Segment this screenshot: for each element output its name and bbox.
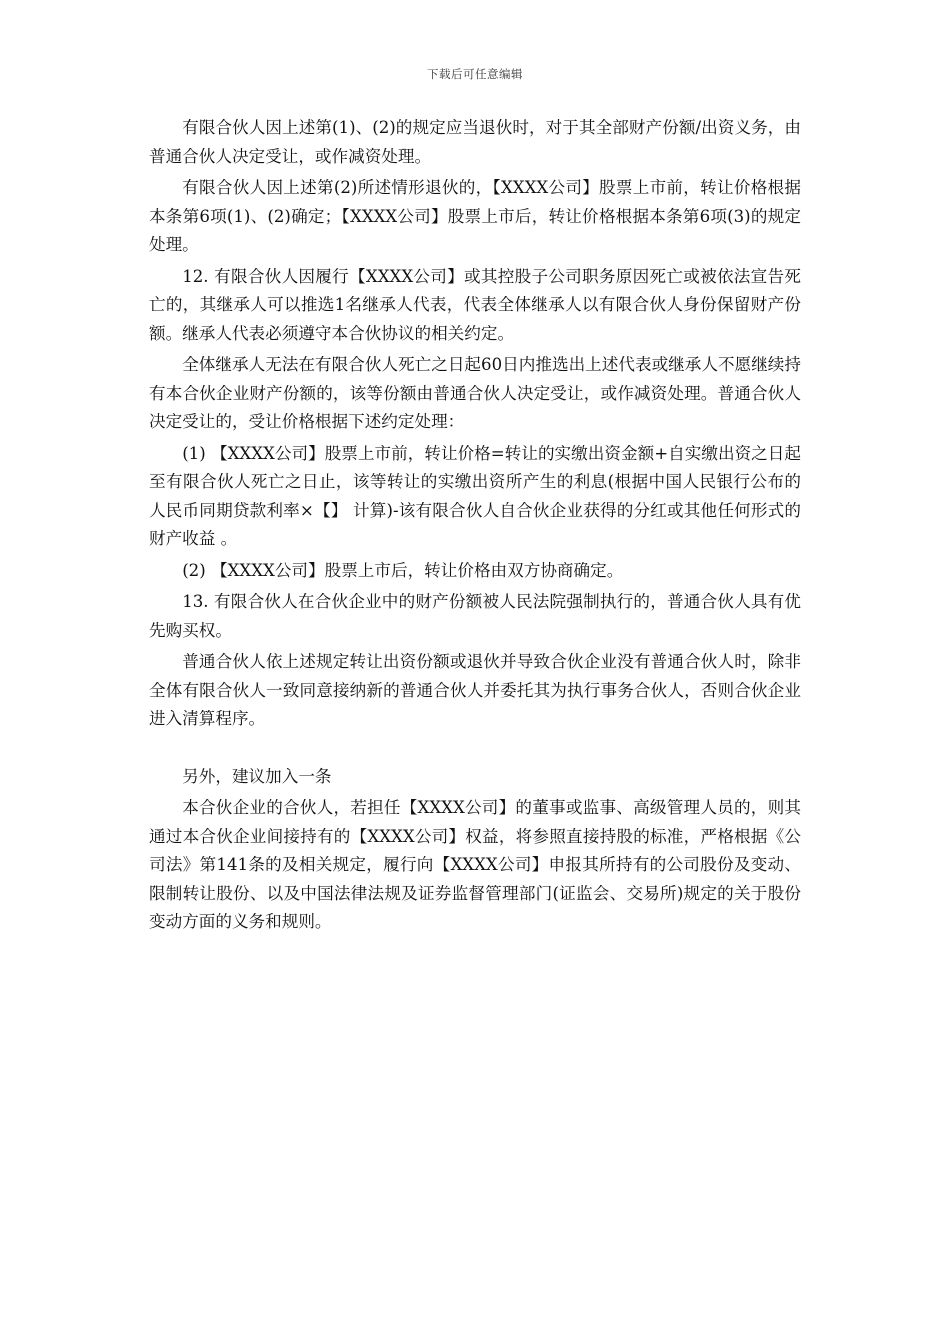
paragraph: 12. 有限合伙人因履行【XXXX公司】或其控股子公司职务原因死亡或被依法宣告死亡的，其继承人可以推选1名继承人代表，代表全体继承人以有限合伙人身份保留财产份额。继承人代表必须遵守本合伙协议的相关约定。 xyxy=(149,266,801,343)
paragraph: 全体继承人无法在有限合伙人死亡之日起60日内推选出上述代表或继承人不愿继续持有本合伙企业财产份额的，该等份额由普通合伙人决定受让，或作减资处理。普通合伙人决定受让的，受让价格根据下述约定处理： xyxy=(149,355,801,431)
paragraph: 另外，建议加入一条 xyxy=(182,766,332,786)
paragraph: 普通合伙人依上述规定转让出资份额或退伙并导致合伙企业没有普通合伙人时，除非全体有限合伙人一致同意接纳新的普通合伙人并委托其为执行事务合伙人，否则合伙企业进入清算程序。 xyxy=(149,652,801,728)
document-body xyxy=(149,114,801,940)
paragraph: 13. 有限合伙人在合伙企业中的财产份额被人民法院强制执行的，普通合伙人具有优先购买权。 xyxy=(149,592,801,640)
paragraph: 本合伙企业的合伙人，若担任【XXXX公司】的董事或监事、高级管理人员的，则其通过本合伙企业间接持有的【XXXX公司】权益，将参照直接持股的标准，严格根据《公司法》第141条的及相关规定，履行向【XXXX公司】申报其所持有的公司股份及变动、限制转让股份、以及中国法律法规及证券监督管理部门(证监会、交易所)规定的关于股份变动方面的义务和规则。 xyxy=(149,798,801,931)
paragraph-spacer xyxy=(149,737,801,763)
page-header: 下载后可任意编辑 xyxy=(427,67,523,81)
paragraph: 有限合伙人因上述第(1)、(2)的规定应当退伙时，对于其全部财产份额/出资义务，由普通合伙人决定受让，或作减资处理。 xyxy=(149,118,801,166)
paragraph: (2) 【XXXX公司】股票上市后，转让价格由双方协商确定。 xyxy=(182,560,624,580)
paragraph: (1) 【XXXX公司】股票上市前，转让价格=转让的实缴出资金额+自实缴出资之日起至有限合伙人死亡之日止，该等转让的实缴出资所产生的利息(根据中国人民银行公布的人民币同期贷款利率×【】 计算)-该有限合伙人自合伙企业获得的分红或其他任何形式的财产收益 。 xyxy=(149,443,801,548)
paragraph: 有限合伙人因上述第(2)所述情形退伙的，【XXXX公司】股票上市前，转让价格根据本条第6项(1)、(2)确定；【XXXX公司】股票上市后，转让价格根据本条第6项(3)的规定处理。 xyxy=(149,178,801,254)
